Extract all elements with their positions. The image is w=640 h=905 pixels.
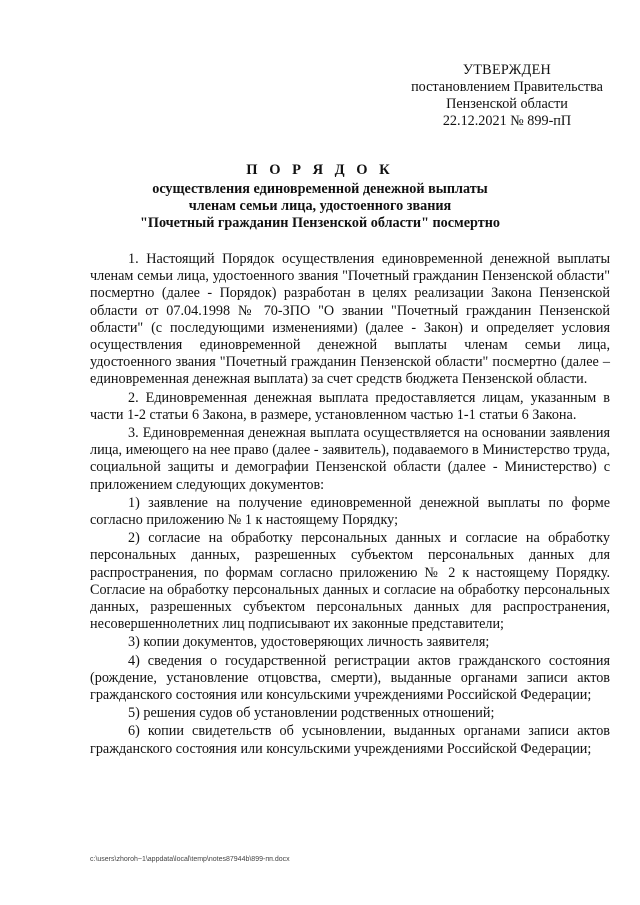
- paragraph-1: 1. Настоящий Порядок осуществления единовременной денежной выплаты членам семьи лица, удостоенного звания "Почетный гражданин Пензенской области" посмертно (далее - Порядок) разработан в целях реализации Закона Пензенской области от 07.04.1998 № 70-ЗПО "О звании "Почетный гражданин Пензенской области" (с последующими изменениями) (далее - Закон) и определяет условия осуществления единовременной денежной выплаты членам семьи лица, удостоенного звания "Почетный гражданин Пензенской области" посмертно (далее – единовременная денежная выплата) за счет средств бюджета Пензенской области.: [90, 251, 610, 388]
- approval-line-2: Пензенской области: [446, 96, 568, 112]
- title-sub-2: членам семьи лица, удостоенного звания: [188, 198, 452, 214]
- approval-line-1: постановлением Правительства: [411, 79, 603, 95]
- list-item-3: 3) копии документов, удостоверяющих личность заявителя;: [128, 634, 490, 651]
- document-body: [90, 251, 610, 759]
- title-main: П О Р Я Д О К: [246, 162, 394, 178]
- document-title: [80, 162, 560, 232]
- approval-stamp: [400, 62, 614, 130]
- list-item-5: 5) решения судов об установлении родственных отношений;: [128, 705, 495, 722]
- file-path-footer: c:\users\zhoroh~1\appdata\local\temp\notes87944b\899-пп.docx: [90, 856, 290, 863]
- paragraph-3: 3. Единовременная денежная выплата осуществляется на основании заявления лица, имеющего на нее право (далее - заявитель), подаваемого в Министерство труда, социальной защиты и демографии Пензенской области (далее - Министерство) с приложением следующих документов:: [90, 425, 610, 493]
- list-item-2: 2) согласие на обработку персональных данных и согласие на обработку персональных данных, разрешенных субъектом персональных данных для распространения, по формам согласно приложению № 2 к настоящему Порядку. Согласие на обработку персональных данных и согласие на обработку персональных данных, разрешенных субъектом персональных данных для распространения, несовершеннолетних лиц подписывают их законные представители;: [90, 530, 610, 633]
- paragraph-2: 2. Единовременная денежная выплата предоставляется лицам, указанным в части 1-2 статьи 6 Закона, в размере, установленном частью 1-1 статьи 6 Закона.: [90, 389, 610, 423]
- approval-date-number: 22.12.2021 № 899-пП: [442, 113, 572, 129]
- title-sub-3: "Почетный гражданин Пензенской области" посмертно: [140, 215, 500, 231]
- approval-heading: УТВЕРЖДЕН: [462, 62, 552, 78]
- list-item-1: 1) заявление на получение единовременной денежной выплаты по форме согласно приложению № 1 к настоящему Порядку;: [90, 494, 610, 529]
- title-sub-1: осуществления единовременной денежной выплаты: [152, 181, 488, 197]
- list-item-6: 6) копии свидетельств об усыновлении, выданных органами записи актов гражданского состояния или консульскими учреждениями Российской Федерации;: [90, 723, 610, 757]
- list-item-4: 4) сведения о государственной регистрации актов гражданского состояния (рождение, установление отцовства, смерти), выданные органами записи актов гражданского состояния или консульскими учреждениями Российской Федерации;: [90, 652, 610, 704]
